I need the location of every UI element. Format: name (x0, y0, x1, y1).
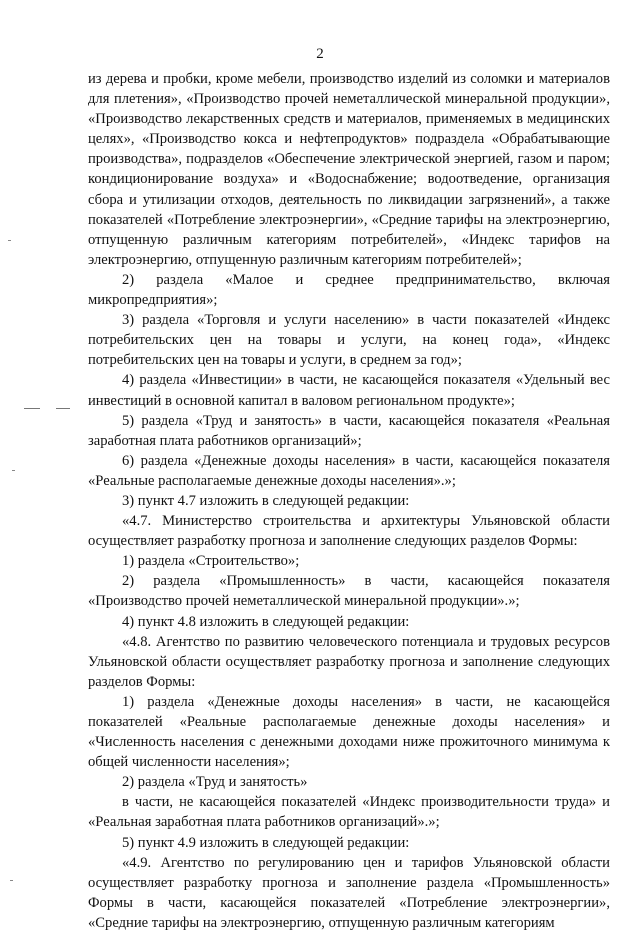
paragraph-13: 1) раздела «Денежные доходы населения» в части, не касающейся показателей «Реальные располагаемые денежные доходы населения» и «Численность населения с денежными доходами ниже прожиточного минимума к общей численности населения»; (88, 693, 610, 771)
paragraph-1-continuation: из дерева и пробки, кроме мебели, производство изделий из соломки и материалов для плетения», «Производство прочей неметаллической минеральной продукции», «Производство лекарственных средств и материалов, применяемых в медицинских целях», «Производство кокса и нефтепродуктов» подраздела «Обрабатывающие производства», подразделов «Обеспечение электрической энергией, газом и паром; кондиционирование воздуха» и «Водоснабжение; водоотведение, организация сбора и утилизации отходов, деятельность по ликвидации загрязнений», а также показателей «Потребление электроэнергии», «Средние тарифы на электроэнергию, отпущенную различным категориям потребителей», «Индекс тарифов на электроэнергию, отпущенную различным категориям потребителей»; (88, 71, 610, 268)
margin-mark (24, 408, 40, 409)
document-body (88, 69, 610, 933)
paragraph-5: 5) раздела «Труд и занятость» в части, касающейся показателя «Реальная заработная плата работников организаций»; (88, 412, 610, 449)
paragraph-11: 4) пункт 4.8 изложить в следующей редакции: (122, 613, 410, 630)
paragraph-2: 2) раздела «Малое и среднее предпринимательство, включая микропредприятия»; (88, 271, 610, 309)
paragraph-17: «4.9. Агентство по регулированию цен и тарифов Ульяновской области осуществляет разработку прогноза и заполнение раздела «Промышленность» Формы в части, касающейся показателей «Потребление электроэнергии», «Средние тарифы на электроэнергию, отпущенную различным категориям (88, 854, 610, 931)
margin-mark (56, 408, 70, 409)
paragraph-10: 2) раздела «Промышленность» в части, касающейся показателя «Производство прочей неметаллической минеральной продукции».»; (88, 573, 610, 610)
margin-dot (8, 240, 11, 241)
paragraph-14: 2) раздела «Труд и занятость» (122, 774, 308, 791)
page-number: 2 (316, 46, 324, 62)
paragraph-16: 5) пункт 4.9 изложить в следующей редакции: (122, 834, 410, 851)
margin-dot (12, 470, 15, 471)
margin-dot (10, 880, 13, 881)
paragraph-4: 4) раздела «Инвестиции» в части, не касающейся показателя «Удельный вес инвестиций в основной капитал в валовом региональном продукте»; (88, 372, 610, 409)
paragraph-7: 3) пункт 4.7 изложить в следующей редакции: (122, 492, 410, 509)
paragraph-6: 6) раздела «Денежные доходы населения» в части, касающейся показателя «Реальные располагаемые денежные доходы населения».»; (88, 452, 610, 489)
paragraph-8: «4.7. Министерство строительства и архитектуры Ульяновской области осуществляет разработку прогноза и заполнение следующих разделов Формы: (88, 513, 610, 550)
paragraph-12: «4.8. Агентство по развитию человеческого потенциала и трудовых ресурсов Ульяновской области осуществляет разработку прогноза и заполнение следующих разделов Формы: (88, 633, 610, 690)
paragraph-15: в части, не касающейся показателей «Индекс производительности труда» и «Реальная заработная плата работников организаций».»; (88, 794, 610, 831)
paragraph-9: 1) раздела «Строительство»; (122, 553, 300, 570)
paragraph-3: 3) раздела «Торговля и услуги населению» в части показателей «Индекс потребительских цен на товары и услуги, на конец года», «Индекс потребительских цен на товары и услуги, в среднем за год»; (88, 312, 610, 369)
